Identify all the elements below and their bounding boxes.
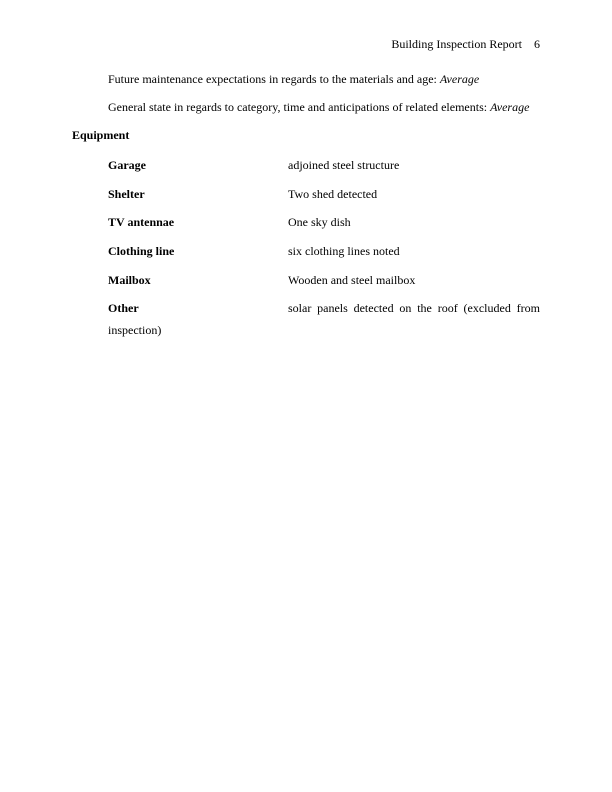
equipment-label: Shelter: [108, 187, 145, 201]
equipment-value: One sky dish: [288, 215, 351, 229]
equipment-label: Garage: [108, 158, 146, 172]
maintenance-text: Future maintenance expectations in regards to the materials and age:: [108, 72, 440, 86]
general-state-rating: Average: [490, 100, 530, 114]
equipment-label: Clothing line: [108, 244, 175, 258]
value-word: solar: [288, 301, 312, 315]
general-state-text: General state in regards to category, time and anticipations of related elements:: [108, 100, 491, 114]
maintenance-rating: Average: [439, 72, 480, 86]
equipment-value: Wooden and steel mailbox: [288, 273, 416, 287]
equipment-label: Mailbox: [108, 273, 151, 287]
value-word: on: [399, 301, 412, 315]
general-state-paragraph: [108, 100, 529, 115]
value-word: detected: [353, 301, 394, 315]
value-word: roof: [437, 301, 458, 315]
equipment-label: TV antennae: [108, 215, 175, 229]
value-word: from: [516, 301, 540, 315]
equipment-value: adjoined steel structure: [288, 158, 400, 172]
page-number: 6: [534, 37, 540, 51]
equipment-value-continuation: inspection): [108, 323, 162, 337]
equipment-value: [288, 297, 540, 319]
equipment-value: Two shed detected: [288, 187, 378, 201]
equipment-value: six clothing lines noted: [288, 244, 400, 258]
value-word: the: [417, 301, 432, 315]
value-word: panels: [317, 301, 348, 315]
page-header: [391, 37, 540, 52]
report-title: Building Inspection Report: [391, 37, 522, 51]
value-word: (excluded: [463, 301, 511, 315]
equipment-label: Other: [108, 301, 139, 315]
equipment-heading: Equipment: [72, 128, 130, 142]
maintenance-paragraph: [108, 72, 479, 87]
